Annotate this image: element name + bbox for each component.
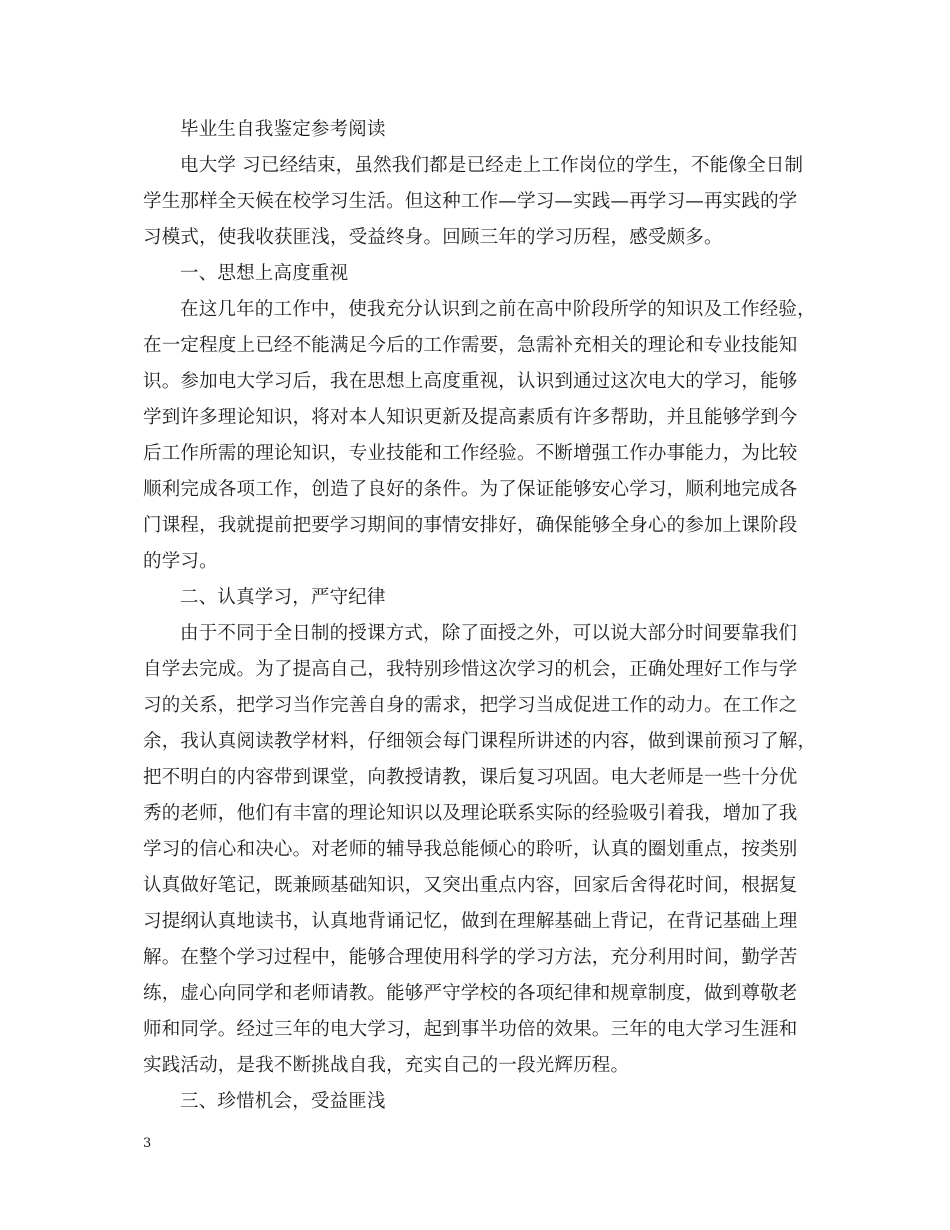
- text-line: 秀的老师，他们有丰富的理论知识以及理论联系实际的经验吸引着我，增加了我: [143, 803, 798, 824]
- text-line: 识。参加电大学习后，我在思想上高度重视，认识到通过这次电大的学习，能够: [143, 371, 798, 392]
- section-heading: 二、认真学习，严守纪律: [180, 587, 386, 608]
- document-title: 毕业生自我鉴定参考阅读: [180, 119, 386, 140]
- page-number: 3: [143, 1136, 152, 1151]
- text-line: 实践活动，是我不断挑战自我，充实自己的一段光辉历程。: [143, 1055, 630, 1076]
- text-line: 学习的信心和决心。对老师的辅导我总能倾心的聆听，认真的圈划重点，按类别: [143, 839, 798, 860]
- text-line: 在这几年的工作中，使我充分认识到之前在高中阶段所学的知识及工作经验，: [180, 299, 816, 320]
- text-line: 余，我认真阅读教学材料，仔细领会每门课程所讲述的内容，做到课前预习了解，: [143, 731, 817, 752]
- text-line: 的学习。: [143, 551, 218, 572]
- text-line: 习提纲认真地读书，认真地背诵记忆，做到在理解基础上背记，在背记基础上理: [143, 911, 798, 932]
- text-line: 由于不同于全日制的授课方式，除了面授之外，可以说大部分时间要靠我们: [180, 623, 798, 644]
- text-line: 练，虚心向同学和老师请教。能够严守学校的各项纪律和规章制度，做到尊敬老: [143, 983, 798, 1004]
- text-line: 电大学 习已经结束，虽然我们都是已经走上工作岗位的学生，不能像全日制: [180, 155, 804, 176]
- section-heading: 一、思想上高度重视: [180, 263, 349, 284]
- text-line: 认真做好笔记，既兼顾基础知识，又突出重点内容，回家后舍得花时间，根据复: [143, 875, 798, 896]
- text-line: 学到许多理论知识，将对本人知识更新及提高素质有许多帮助，并且能够学到今: [143, 407, 798, 428]
- text-line: 习模式，使我收获匪浅，受益终身。回顾三年的学习历程，感受颇多。: [143, 227, 723, 248]
- text-line: 自学去完成。为了提高自己，我特别珍惜这次学习的机会，正确处理好工作与学: [143, 659, 798, 680]
- text-line: 解。在整个学习过程中，能够合理使用科学的学习方法，充分利用时间，勤学苦: [143, 947, 798, 968]
- text-line: 门课程，我就提前把要学习期间的事情安排好，确保能够全身心的参加上课阶段: [143, 515, 798, 536]
- text-line: 在一定程度上已经不能满足今后的工作需要，急需补充相关的理论和专业技能知: [143, 335, 798, 356]
- text-line: 后工作所需的理论知识，专业技能和工作经验。不断增强工作办事能力，为比较: [143, 443, 798, 464]
- text-line: 习的关系，把学习当作完善自身的需求，把学习当成促进工作的动力。在工作之: [143, 695, 798, 716]
- text-line: 把不明白的内容带到课堂，向教授请教，课后复习巩固。电大老师是一些十分优: [143, 767, 798, 788]
- section-heading: 三、珍惜机会，受益匪浅: [180, 1091, 386, 1112]
- text-line: 顺利完成各项工作，创造了良好的条件。为了保证能够安心学习，顺利地完成各: [143, 479, 798, 500]
- text-line: 学生那样全天候在校学习生活。但这种工作—学习—实践—再学习—再实践的学: [143, 191, 798, 212]
- text-line: 师和同学。经过三年的电大学习，起到事半功倍的效果。三年的电大学习生涯和: [143, 1019, 798, 1040]
